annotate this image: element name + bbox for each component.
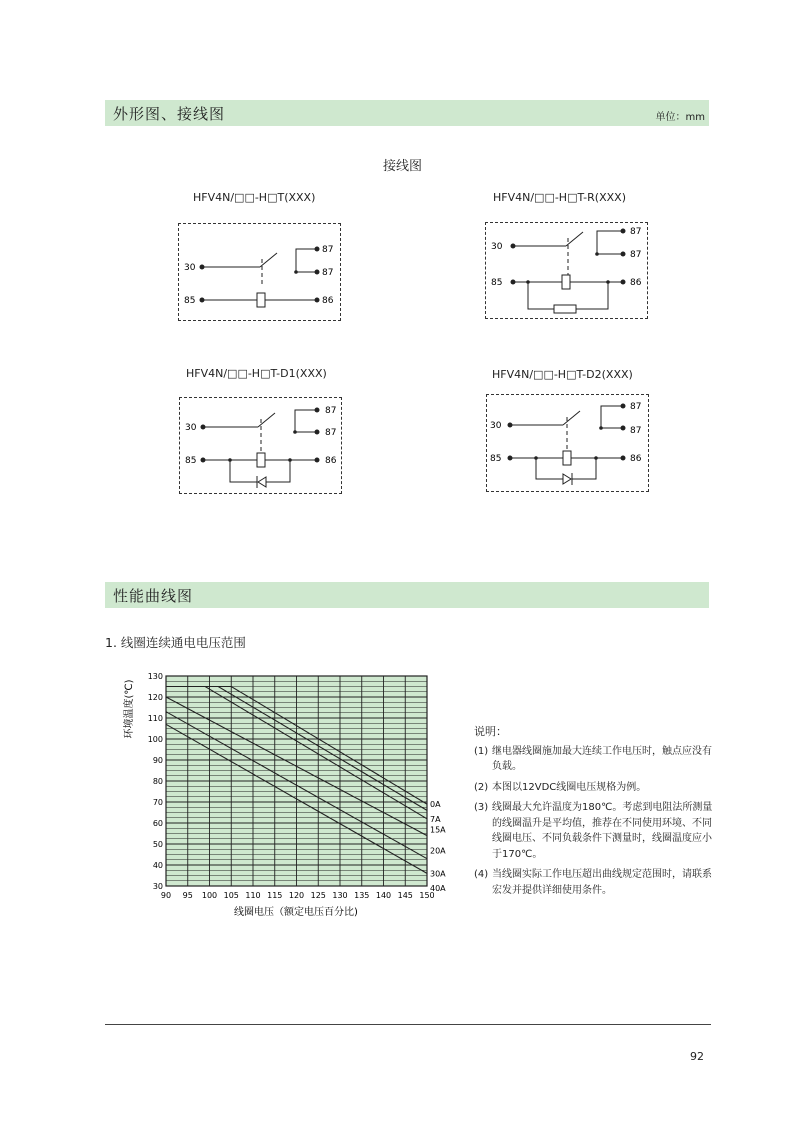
page-number: 92 [690,1050,704,1063]
note-number: (1) [474,745,489,757]
series-label: 7A [430,814,441,824]
y-tick-label: 80 [152,777,163,786]
y-tick-label: 90 [152,756,163,765]
x-tick-label: 90 [160,891,172,900]
pin-label: 86 [322,296,334,306]
note-text: 继电器线圈施加最大连续工作电压时，触点应没有负载。 [492,745,712,772]
voltage-range-chart [100,665,470,930]
series-label: 15A [430,825,446,835]
notes [474,724,719,903]
note-number: (3) [474,802,489,813]
pin-label: 87 [322,245,334,255]
y-tick-label: 130 [147,672,163,681]
pin-label: 85 [490,454,502,464]
pin-label: 87 [630,227,642,237]
wiring-title: 接线图 [383,159,423,174]
x-tick-label: 115 [267,891,283,900]
pin-label: 85 [491,278,503,288]
pin-label: 87 [630,402,642,412]
section-header-performance [105,582,709,608]
y-tick-label: 110 [147,714,163,723]
note-item [474,867,719,898]
x-tick-label: 150 [419,891,435,900]
note-text: 线圈最大允许温度为180℃。考虑到电阻法所测量的线圈温升是平均值，推荐在不同使用环境、不同线圈电压、不同负载条件下测量时，线圈温度应小于170℃。 [492,802,713,860]
section-title: 外形图、接线图 [113,105,226,123]
footer-divider [105,1024,711,1025]
diagram-title: HFV4N/□□-H□T(XXX) [193,191,316,204]
x-tick-label: 125 [310,891,326,900]
pin-label: 87 [322,268,334,278]
pin-label: 30 [490,421,502,431]
y-tick-label: 70 [152,798,163,807]
notes-title: 说明： [474,725,507,738]
pin-label: 30 [185,423,197,433]
x-tick-label: 110 [245,891,261,900]
x-tick-label: 135 [354,891,370,900]
x-tick-label: 130 [332,891,348,900]
pin-label: 86 [630,278,642,288]
wiring-diagram-box [178,223,341,321]
x-tick-label: 105 [223,891,239,900]
y-tick-label: 30 [152,882,163,891]
pin-label: 87 [630,250,642,260]
unit-label: 单位：mm [655,112,705,123]
pin-label: 30 [184,263,196,273]
x-tick-label: 145 [397,891,413,900]
note-number: (4) [474,869,489,880]
x-tick-label: 100 [201,891,218,900]
pin-label: 85 [184,296,196,306]
y-axis-label: 环境温度(℃) [124,679,135,739]
pin-label: 86 [325,456,337,466]
section-title: 性能曲线图 [113,587,194,605]
note-item [474,800,719,862]
wiring-diagram [486,223,647,318]
wiring-diagram [487,395,648,491]
x-tick-label: 140 [375,891,392,900]
pin-label: 85 [185,456,197,466]
wiring-diagram-box [485,222,648,319]
diagram-title: HFV4N/□□-H□T-D1(XXX) [186,367,327,380]
note-item [474,780,719,796]
pin-label: 87 [630,426,642,436]
pin-label: 30 [491,242,503,252]
diagram-title: HFV4N/□□-H□T-D2(XXX) [492,368,633,381]
x-tick-label: 120 [288,891,305,900]
curve-subtitle: 1. 线圈连续通电电压范围 [105,635,246,650]
pin-label: 87 [325,428,337,438]
note-text: 当线圈实际工作电压超出曲线规定范围时，请联系宏发并提供详细使用条件。 [492,869,712,896]
diagram-title: HFV4N/□□-H□T-R(XXX) [493,191,626,204]
series-label: 30A [430,869,446,879]
wiring-diagram [180,398,341,493]
y-tick-label: 100 [147,735,163,744]
series-label: 40A [430,884,446,894]
section-header-outline [105,100,709,126]
y-tick-label: 120 [147,693,163,702]
wiring-diagram-box [179,397,342,494]
y-tick-label: 40 [152,861,163,870]
x-tick-label: 95 [182,891,193,900]
y-tick-label: 50 [152,840,163,849]
note-number: (2) [474,781,489,793]
wiring-diagram [179,224,340,320]
note-text: 本图以12VDC线圈电压规格为例。 [492,781,647,793]
series-label: 0A [430,800,441,810]
wiring-diagram-box [486,394,649,492]
note-item [474,744,719,775]
y-tick-label: 60 [152,819,163,828]
x-axis-label: 线圈电压（额定电压百分比) [234,907,358,918]
pin-label: 86 [630,454,642,464]
pin-label: 87 [325,406,337,416]
series-label: 20A [430,846,446,856]
